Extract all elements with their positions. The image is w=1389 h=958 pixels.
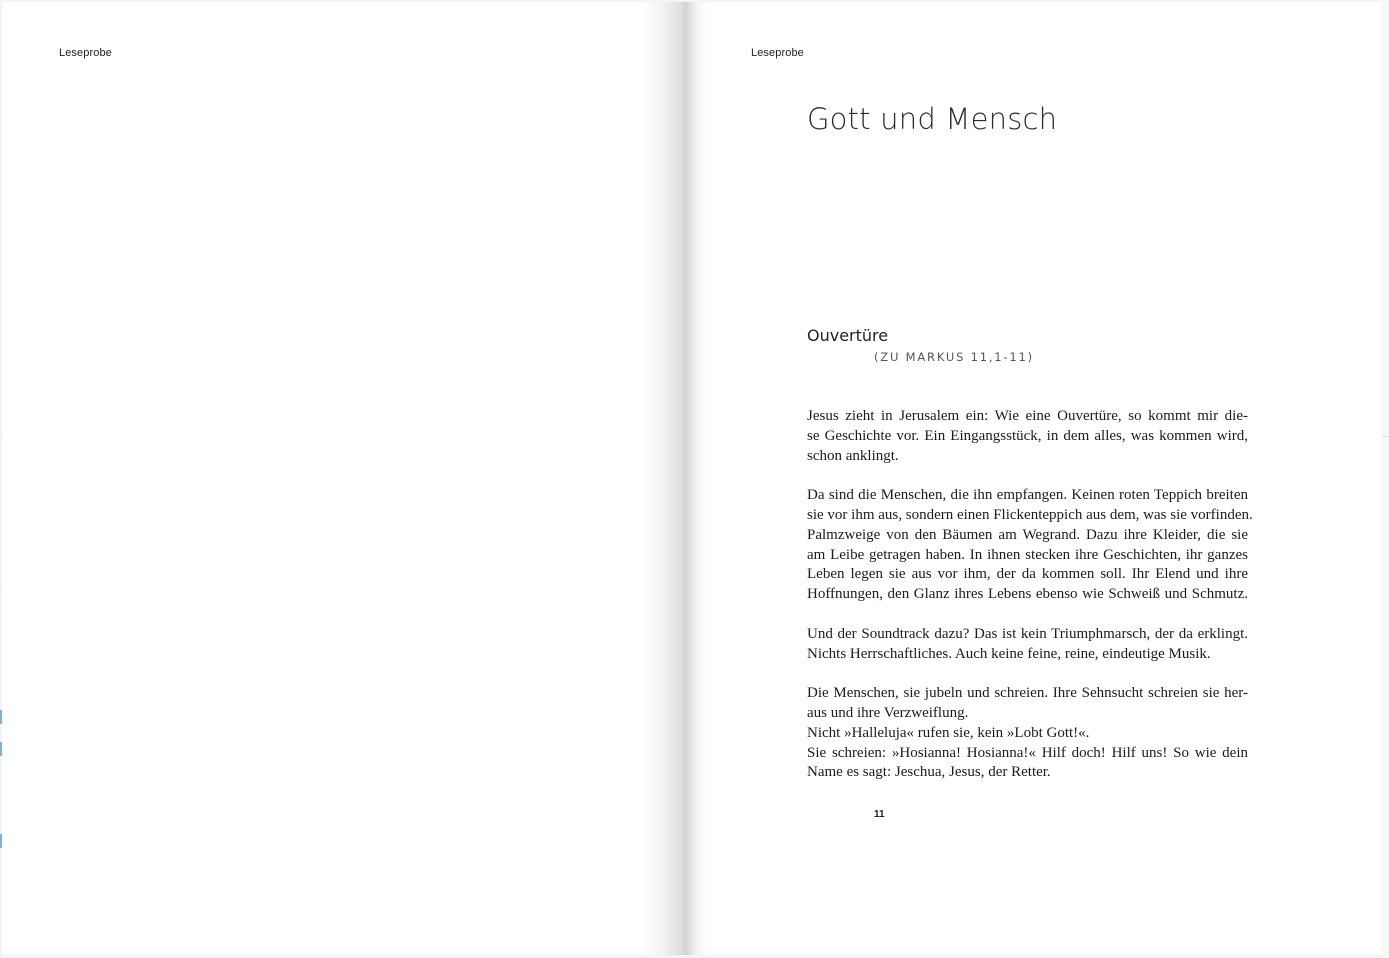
running-head-left: Leseprobe bbox=[59, 47, 112, 59]
text-line: Hoffnungen, den Glanz ihres Lebens ebenso wie Schweiß und Schmutz. bbox=[807, 586, 1248, 603]
text-line: Jesus zieht in Jerusalem ein: Wie eine Ouvertüre, so kommt mir die- bbox=[807, 408, 1248, 424]
text-line: schon anklingt. bbox=[807, 447, 899, 464]
right-page bbox=[685, 2, 1382, 955]
paragraph bbox=[807, 407, 1248, 466]
text-line: Die Menschen, sie jubeln und schreien. Ihre Sehnsucht schreien sie her- bbox=[807, 685, 1248, 702]
text-line: Nicht »Halleluja« rufen sie, kein »Lobt Gott!«. bbox=[807, 724, 1090, 741]
text-line: Da sind die Menschen, die ihn empfangen. Keinen roten Teppich breiten bbox=[807, 487, 1248, 504]
chapter-title: Gott und Mensch bbox=[807, 102, 1058, 136]
text-line: Nichts Herrschaftliches. Auch keine feine, reine, eindeutige Musik. bbox=[807, 645, 1211, 662]
text-line: Sie schreien: »Hosianna! Hosianna!« Hilf doch! Hilf uns! So wie dein bbox=[807, 744, 1248, 761]
adjacent-page-edge bbox=[1382, 0, 1389, 958]
text-line: sie vor ihm aus, sondern einen Flickenteppich aus dem, was sie vorfinden. bbox=[807, 506, 1253, 523]
body-text bbox=[807, 407, 1253, 803]
text-line: am Leibe getragen haben. In ihnen stecken ihre Geschichten, ihr ganzes bbox=[807, 546, 1248, 563]
text-line: aus und ihre Verzweiflung. bbox=[807, 704, 969, 721]
paragraph bbox=[807, 486, 1253, 605]
section-title: Ouvertüre bbox=[807, 326, 889, 345]
text-line: Und der Soundtrack dazu? Das ist kein Triumphmarsch, der da erklingt. bbox=[807, 625, 1248, 642]
running-head-right: Leseprobe bbox=[751, 47, 804, 59]
text-line: Name es sagt: Jeschua, Jesus, der Retter. bbox=[807, 764, 1051, 781]
section-reference: (ZU MARKUS 11,1-11) bbox=[874, 350, 1034, 364]
text-line: se Geschichte vor. Ein Eingangsstück, in dem alles, was kommen wird, bbox=[807, 427, 1248, 444]
background-divider-line bbox=[1382, 436, 1389, 437]
left-page bbox=[2, 2, 685, 955]
paragraph bbox=[807, 625, 1248, 665]
text-line: Leben legen sie aus vor ihm, der da kommen soll. Ihr Elend und ihre bbox=[807, 566, 1248, 583]
paragraph bbox=[807, 684, 1248, 783]
page-number: 11 bbox=[874, 809, 885, 820]
text-line: Palmzweige von den Bäumen am Wegrand. Dazu ihre Kleider, die sie bbox=[807, 526, 1248, 543]
